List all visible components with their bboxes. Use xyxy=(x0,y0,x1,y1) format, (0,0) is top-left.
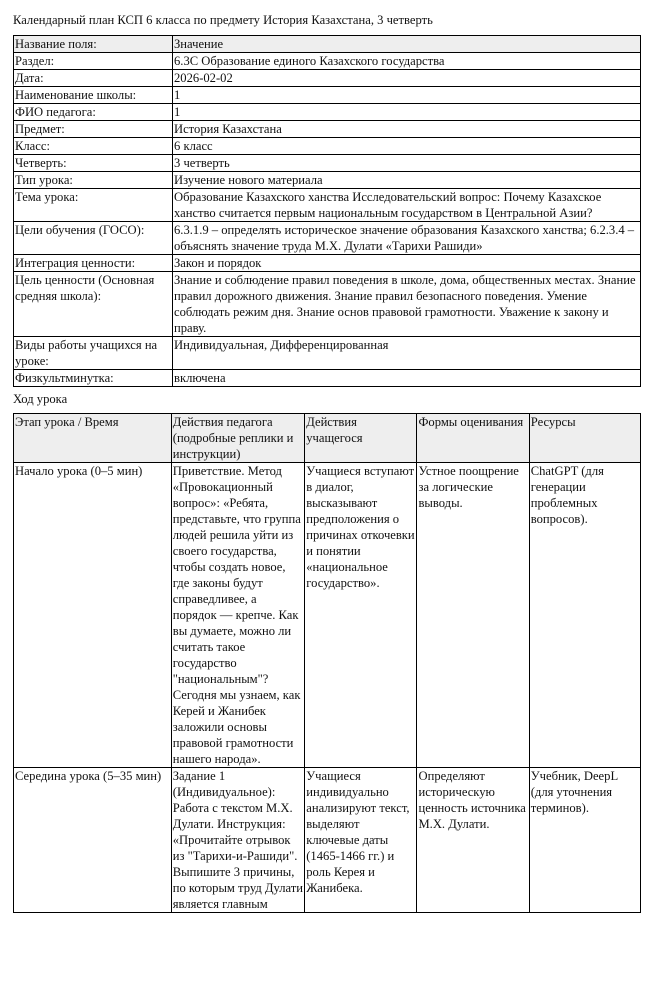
table-header-row xyxy=(14,414,641,463)
field-value: 6.3С Образование единого Казахского государства xyxy=(173,53,641,70)
field-value: включена xyxy=(173,370,641,387)
table-row xyxy=(14,104,641,121)
table-header-row xyxy=(14,36,641,53)
field-value: 1 xyxy=(173,104,641,121)
table-row xyxy=(14,370,641,387)
table-row xyxy=(14,189,641,222)
field-value: 6.3.1.9 – определять историческое значение образования Казахского ханства; 6.2.3.4 – объяснять значение труда М.Х. Дулати «Тарихи Рашиди» xyxy=(173,222,641,255)
table-cell: Учебник, DeepL (для уточнения терминов). xyxy=(529,768,640,913)
column-header: Ресурсы xyxy=(529,414,640,463)
table-cell: ChatGPT (для генерации проблемных вопросов). xyxy=(529,463,640,768)
table-row xyxy=(14,155,641,172)
table-cell: Определяют историческую ценность источника М.Х. Дулати. xyxy=(417,768,529,913)
table-row xyxy=(14,53,641,70)
lesson-flow-table xyxy=(13,413,641,913)
field-label: Интеграция ценности: xyxy=(14,255,173,272)
field-label: Виды работы учащихся на уроке: xyxy=(14,337,173,370)
field-label: Предмет: xyxy=(14,121,173,138)
field-value: 3 четверть xyxy=(173,155,641,172)
table-row xyxy=(14,222,641,255)
table-row xyxy=(14,768,641,913)
field-label: Раздел: xyxy=(14,53,173,70)
table-cell: Начало урока (0–5 мин) xyxy=(14,463,172,768)
lesson-flow-title: Ход урока xyxy=(13,392,68,406)
column-header: Действия педагога (подробные реплики и инструкции) xyxy=(171,414,304,463)
field-label: Дата: xyxy=(14,70,173,87)
table-cell: Приветствие. Метод «Провокационный вопрос»: «Ребята, представьте, что группа людей решила уйти из своего государства, чтобы создать новое, где законы будут справедливее, а порядок — крепче. Как вы думаете, можно ли считать такое государство "национальным"? Сегодня мы узнаем, как Керей и Жанибек заложили основы правовой грамотности нашего народа». xyxy=(171,463,304,768)
field-value: История Казахстана xyxy=(173,121,641,138)
field-value: 1 xyxy=(173,87,641,104)
table-cell: Учащиеся индивидуально анализируют текст, выделяют ключевые даты (1465-1466 гг.) и роль Керея и Жанибека. xyxy=(305,768,417,913)
table-cell: Учащиеся вступают в диалог, высказывают предположения о причинах откочевки и понятии «национальное государство». xyxy=(305,463,417,768)
field-label: Тип урока: xyxy=(14,172,173,189)
field-value: Индивидуальная, Дифференцированная xyxy=(173,337,641,370)
table-row xyxy=(14,463,641,768)
table-row xyxy=(14,272,641,337)
column-header: Этап урока / Время xyxy=(14,414,172,463)
table-row xyxy=(14,138,641,155)
field-value: Знание и соблюдение правил поведения в школе, дома, общественных местах. Знание правил дорожного движения. Знание правил безопасного поведения. Умение соблюдать режим дня. Знание основ правовой грамотности. Уважение к закону и праву. xyxy=(173,272,641,337)
field-label: ФИО педагога: xyxy=(14,104,173,121)
field-label: Тема урока: xyxy=(14,189,173,222)
field-label: Класс: xyxy=(14,138,173,155)
field-value-header: Значение xyxy=(173,36,641,53)
field-label: Четверть: xyxy=(14,155,173,172)
page-title: Календарный план КСП 6 класса по предмету История Казахстана, 3 четверть xyxy=(13,13,433,27)
lesson-info-table xyxy=(13,35,641,387)
table-row xyxy=(14,87,641,104)
column-header: Действия учащегося xyxy=(305,414,417,463)
table-cell: Середина урока (5–35 мин) xyxy=(14,768,172,913)
table-cell: Задание 1 (Индивидуальное): Работа с текстом М.Х. Дулати. Инструкция: «Прочитайте отрывок из "Тарихи-и-Рашиди". Выпишите 3 причины, по которым труд Дулати является главным xyxy=(172,769,304,911)
field-value: Образование Казахского ханства Исследовательский вопрос: Почему Казахское ханство считается первым национальным государством в Центральной Азии? xyxy=(173,189,641,222)
field-label: Наименование школы: xyxy=(14,87,173,104)
table-row xyxy=(14,172,641,189)
field-value: Закон и порядок xyxy=(173,255,641,272)
table-row xyxy=(14,70,641,87)
field-name-header: Название поля: xyxy=(14,36,173,53)
field-label: Цели обучения (ГОСО): xyxy=(14,222,173,255)
field-value: 2026-02-02 xyxy=(173,70,641,87)
table-row xyxy=(14,255,641,272)
field-label: Физкультминутка: xyxy=(14,370,173,387)
column-header: Формы оценивания xyxy=(417,414,529,463)
table-cell: Устное поощрение за логические выводы. xyxy=(417,463,529,768)
field-label: Цель ценности (Основная средняя школа): xyxy=(14,272,173,337)
field-value: 6 класс xyxy=(173,138,641,155)
table-row xyxy=(14,121,641,138)
table-row xyxy=(14,337,641,370)
field-value: Изучение нового материала xyxy=(173,172,641,189)
